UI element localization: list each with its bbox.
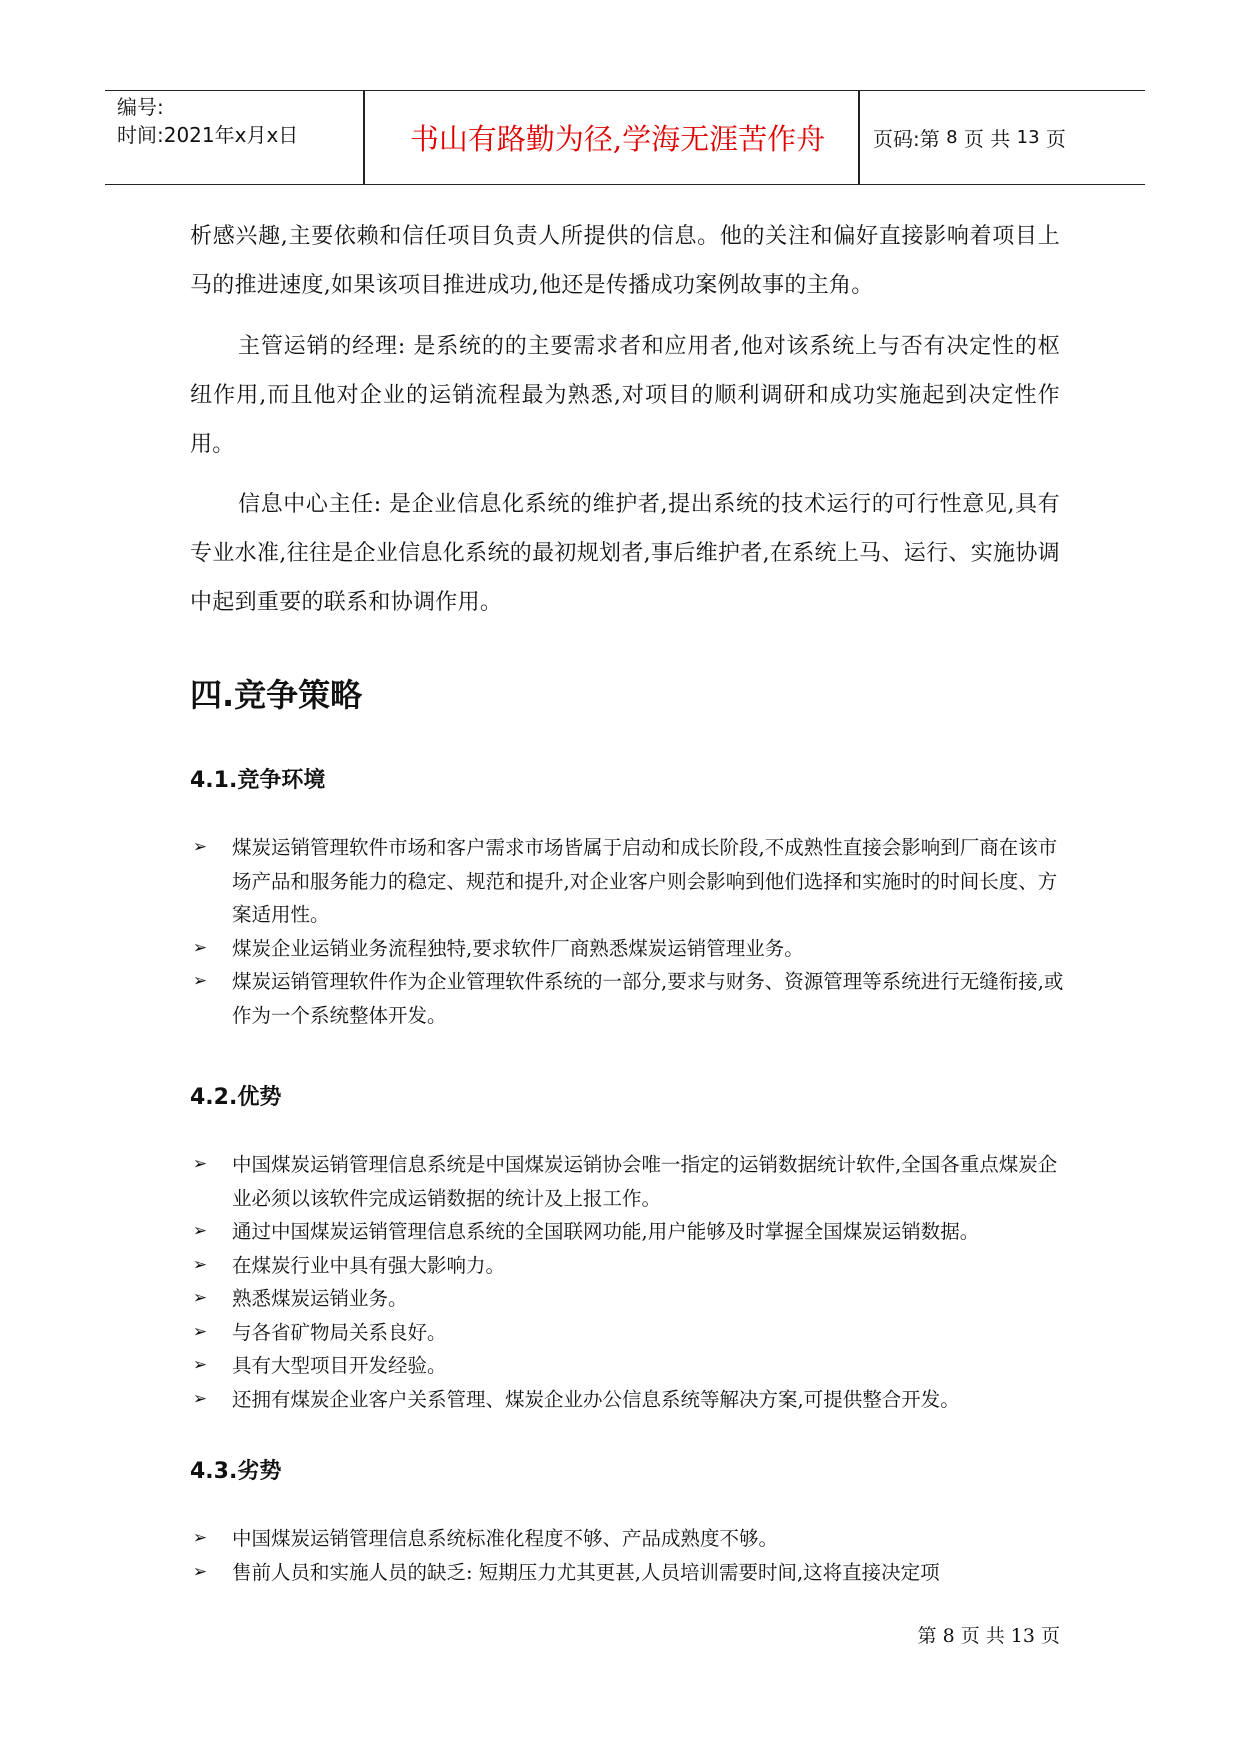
bullet-arrow-icon: ➢ <box>192 1561 208 1582</box>
list-item: ➢ 具有大型项目开发经验。 <box>190 1349 1070 1383</box>
header-time-label: 时间:2021年x月x日 <box>117 123 299 147</box>
page-footer: 第 8 页 共 13 页 <box>917 1625 1060 1647</box>
subsection-heading: 4.1.竞争环境 <box>190 768 326 793</box>
body-paragraph: 主管运销的经理: 是系统的的主要需求者和应用者,他对该系统上与否有决定性的枢纽作用,而且他对企业的运销流程最为熟悉,对项目的顺利调研和成功实施起到决定性作用。 <box>190 334 1060 457</box>
page-code-suffix: 页 <box>1045 127 1066 151</box>
bullet-arrow-icon: ➢ <box>192 1288 208 1308</box>
list-item: ➢ 中国煤炭运销管理信息系统标准化程度不够、产品成熟度不够。 <box>190 1522 1070 1556</box>
subsection-heading: 4.2.优势 <box>190 1085 282 1110</box>
subsection-heading: 4.3.劣势 <box>190 1459 282 1484</box>
page-header <box>105 90 1145 185</box>
bullet-arrow-icon: ➢ <box>192 1321 208 1342</box>
list-item: ➢ 煤炭企业运销业务流程独特,要求软件厂商熟悉煤炭运销管理业务。 <box>190 932 1070 966</box>
page-code-prefix: 页码:第 <box>873 127 940 151</box>
list-item: ➢ 中国煤炭运销管理信息系统是中国煤炭运销协会唯一指定的运销数据统计软件,全国各重点煤炭企业必须以该软件完成运销数据的统计及上报工作。 <box>190 1148 1070 1215</box>
bullet-arrow-icon: ➢ <box>192 1355 208 1375</box>
bullet-arrow-icon: ➢ <box>192 837 208 857</box>
header-page-code <box>873 91 1066 184</box>
list-item: ➢ 通过中国煤炭运销管理信息系统的全国联网功能,用户能够及时掌握全国煤炭运销数据。 <box>190 1215 1070 1249</box>
list-item: ➢ 熟悉煤炭运销业务。 <box>190 1282 1070 1316</box>
list-item: ➢ 还拥有煤炭企业客户关系管理、煤炭企业办公信息系统等解决方案,可提供整合开发。 <box>190 1383 1070 1417</box>
page-code-mid: 页 共 <box>963 127 1011 151</box>
header-meta <box>117 93 298 149</box>
section-heading: 四.竞争策略 <box>190 676 363 714</box>
list-item: ➢ 与各省矿物局关系良好。 <box>190 1316 1070 1350</box>
bullet-arrow-icon: ➢ <box>192 1254 208 1275</box>
bullet-arrow-icon: ➢ <box>192 971 208 991</box>
body-paragraph: 信息中心主任: 是企业信息化系统的维护者,提出系统的技术运行的可行性意见,具有专业水准,往往是企业信息化系统的最初规划者,事后维护者,在系统上马、运行、实施协调中起到重要的联系和协调作用。 <box>190 492 1060 615</box>
header-motto: 书山有路勤为径,学海无涯苦作舟 <box>409 122 826 156</box>
body-paragraph: 析感兴趣,主要依赖和信任项目负责人所提供的信息。他的关注和偏好直接影响着项目上马的推进速度,如果该项目推进成功,他还是传播成功案例故事的主角。 <box>190 224 1060 298</box>
bullet-arrow-icon: ➢ <box>192 937 208 958</box>
list-item: ➢ 在煤炭行业中具有强大影响力。 <box>190 1249 1070 1283</box>
bullet-arrow-icon: ➢ <box>192 1154 208 1174</box>
page-code-total: 13 <box>1016 127 1040 148</box>
list-item: ➢ 售前人员和实施人员的缺乏: 短期压力尤其更甚,人员培训需要时间,这将直接决定项 <box>190 1556 1070 1590</box>
header-divider <box>363 91 365 184</box>
bullet-arrow-icon: ➢ <box>192 1221 208 1241</box>
header-divider <box>858 91 860 184</box>
bullet-arrow-icon: ➢ <box>192 1528 208 1548</box>
list-item: ➢ 煤炭运销管理软件作为企业管理软件系统的一部分,要求与财务、资源管理等系统进行无缝衔接,或作为一个系统整体开发。 <box>190 965 1070 1032</box>
bullet-arrow-icon: ➢ <box>192 1388 208 1409</box>
bullet-list <box>190 831 1070 1032</box>
bullet-list <box>190 1148 1070 1416</box>
bullet-list <box>190 1522 1070 1589</box>
page-code-current: 8 <box>946 127 958 148</box>
header-number-label: 编号: <box>117 95 164 119</box>
list-item: ➢ 煤炭运销管理软件市场和客户需求市场皆属于启动和成长阶段,不成熟性直接会影响到厂商在该市场产品和服务能力的稳定、规范和提升,对企业客户则会影响到他们选择和实施时的时间长度、方案适用性。 <box>190 831 1070 932</box>
